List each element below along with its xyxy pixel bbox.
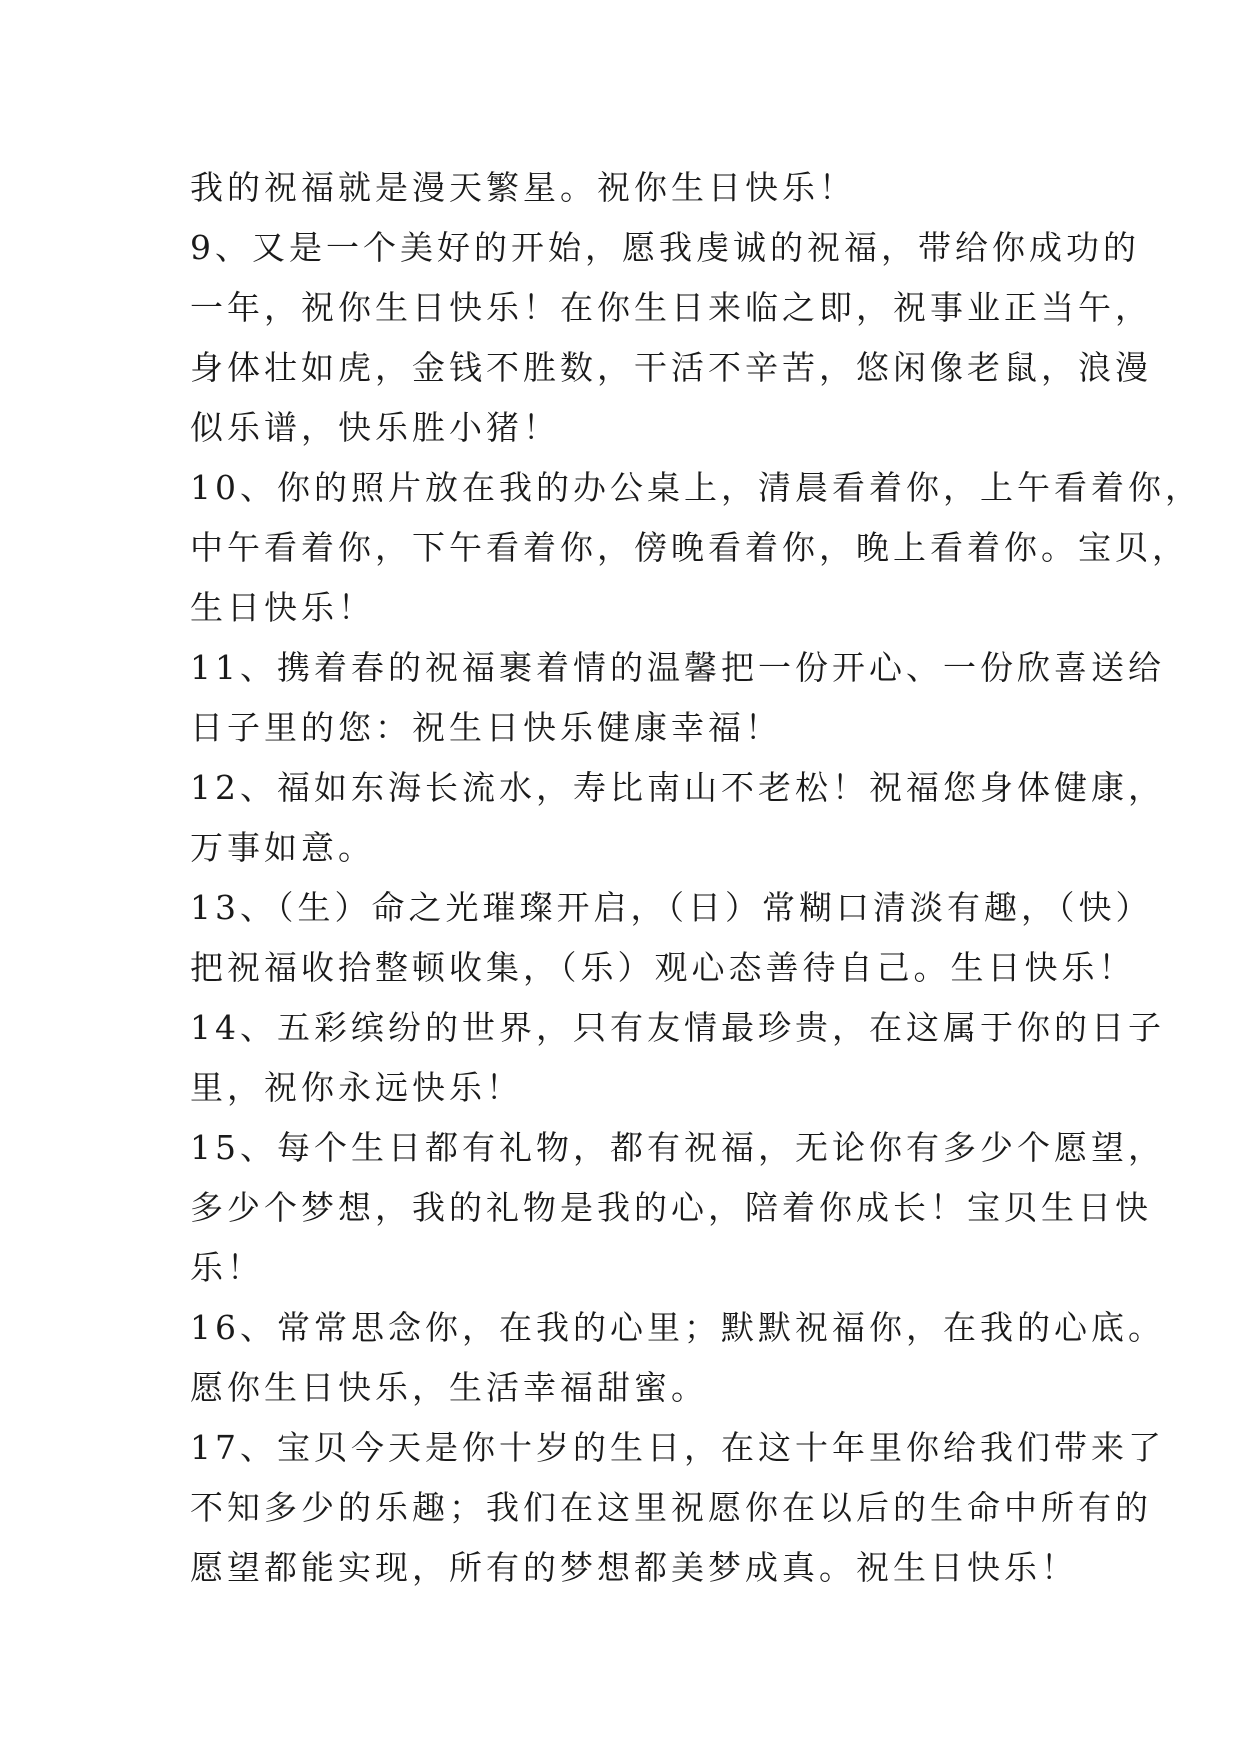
text-line: 一年，祝你生日快乐！在你生日来临之即，祝事业正当午，: [190, 288, 1152, 327]
text-line: 9、又是一个美好的开始，愿我虔诚的祝福，带给你成功的: [190, 228, 1140, 267]
text-line: 把祝福收拾整顿收集，（乐）观心态善待自己。生日快乐！: [190, 948, 1136, 987]
text-line: 13、（生）命之光璀璨开启，（日）常糊口清淡有趣，（快）: [190, 888, 1153, 927]
text-line: 12、福如东海长流水，寿比南山不老松！祝福您身体健康，: [190, 768, 1165, 807]
text-line: 愿你生日快乐，生活幸福甜蜜。: [190, 1368, 708, 1407]
text-line: 日子里的您：祝生日快乐健康幸福！: [190, 708, 782, 747]
text-line: 11、携着春的祝福裹着情的温馨把一份开心、一份欣喜送给: [190, 648, 1165, 687]
text-line: 乐！: [190, 1248, 264, 1287]
text-line: 17、宝贝今天是你十岁的生日，在这十年里你给我们带来了: [190, 1428, 1165, 1467]
text-line: 不知多少的乐趣；我们在这里祝愿你在以后的生命中所有的: [190, 1488, 1152, 1527]
text-line: 10、你的照片放在我的办公桌上，清晨看着你，上午看着你，: [190, 468, 1202, 507]
text-line: 多少个梦想，我的礼物是我的心，陪着你成长！宝贝生日快: [190, 1188, 1152, 1227]
text-line: 万事如意。: [190, 828, 375, 867]
text-line: 16、常常思念你，在我的心里；默默祝福你，在我的心底。: [190, 1308, 1165, 1347]
text-line: 里，祝你永远快乐！: [190, 1068, 523, 1107]
text-line: 生日快乐！: [190, 588, 375, 627]
text-line: 15、每个生日都有礼物，都有祝福，无论你有多少个愿望，: [190, 1128, 1165, 1167]
text-line: 似乐谱，快乐胜小猪！: [190, 408, 560, 447]
text-line: 身体壮如虎，金钱不胜数，干活不辛苦，悠闲像老鼠，浪漫: [190, 348, 1152, 387]
text-line: 愿望都能实现，所有的梦想都美梦成真。祝生日快乐！: [190, 1548, 1078, 1587]
text-line: 我的祝福就是漫天繁星。祝你生日快乐！: [190, 168, 856, 207]
text-line: 14、五彩缤纷的世界，只有友情最珍贵，在这属于你的日子: [190, 1008, 1165, 1047]
document-body: [190, 158, 1202, 1598]
text-line: 中午看着你，下午看着你，傍晚看着你，晚上看着你。宝贝，: [190, 528, 1189, 567]
